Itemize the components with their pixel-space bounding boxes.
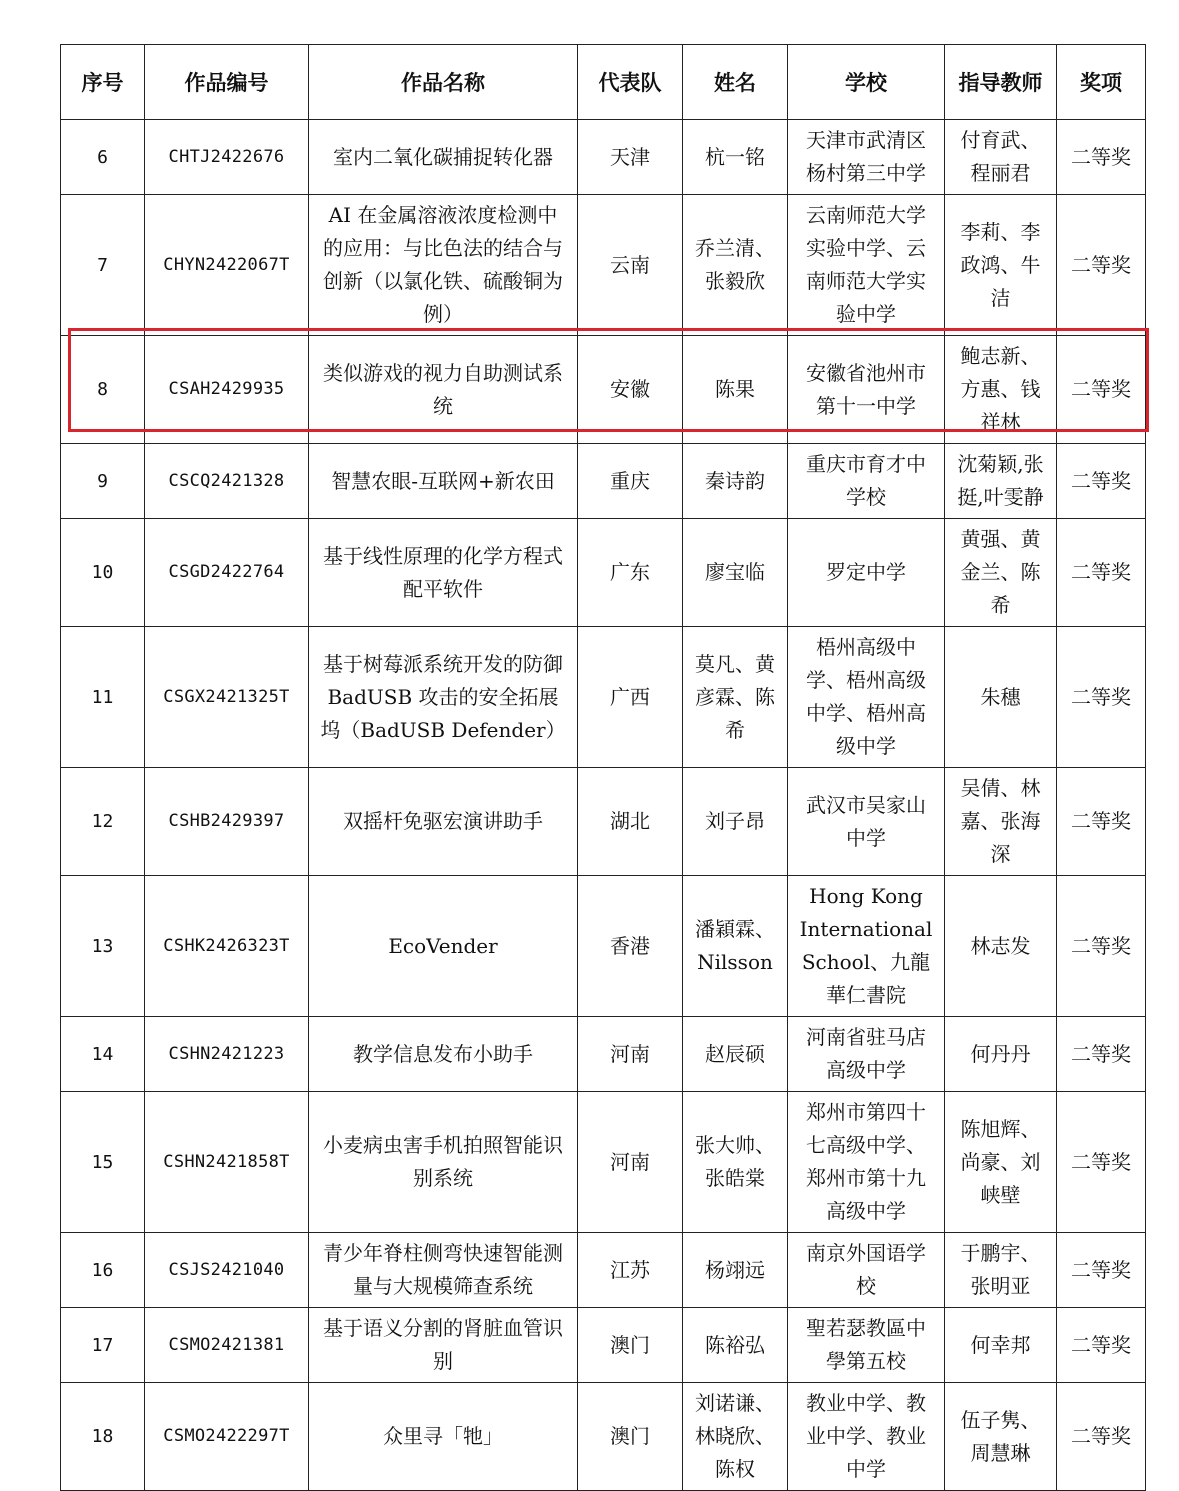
- table-row: [61, 444, 1146, 519]
- cell-teacher: 李莉、李政鸿、牛洁: [945, 195, 1057, 336]
- cell-school: Hong Kong International School、九龍華仁書院: [788, 876, 945, 1017]
- cell-award: 二等奖: [1057, 1017, 1146, 1092]
- cell-award: 二等奖: [1057, 1383, 1146, 1491]
- cell-name: 潘穎霖、Nilsson: [683, 876, 788, 1017]
- cell-team: 河南: [578, 1092, 683, 1233]
- cell-name: 杭一铭: [683, 120, 788, 195]
- cell-name: 廖宝临: [683, 519, 788, 627]
- cell-code: CSCQ2421328: [145, 444, 309, 519]
- cell-seq: 17: [61, 1308, 145, 1383]
- cell-award: 二等奖: [1057, 627, 1146, 768]
- cell-award: 二等奖: [1057, 1092, 1146, 1233]
- cell-award: 二等奖: [1057, 876, 1146, 1017]
- cell-team: 河南: [578, 1017, 683, 1092]
- cell-name: 刘子昂: [683, 768, 788, 876]
- table-row: [61, 876, 1146, 1017]
- cell-name: 赵辰硕: [683, 1017, 788, 1092]
- cell-school: 安徽省池州市第十一中学: [788, 336, 945, 444]
- cell-title: EcoVender: [309, 876, 578, 1017]
- cell-title: 室内二氧化碳捕捉转化器: [309, 120, 578, 195]
- cell-seq: 14: [61, 1017, 145, 1092]
- cell-code: CSJS2421040: [145, 1233, 309, 1308]
- cell-teacher: 何丹丹: [945, 1017, 1057, 1092]
- cell-team: 香港: [578, 876, 683, 1017]
- cell-school: 南京外国语学校: [788, 1233, 945, 1308]
- cell-seq: 8: [61, 336, 145, 444]
- cell-school: 教业中学、教业中学、教业中学: [788, 1383, 945, 1491]
- cell-school: 武汉市吴家山中学: [788, 768, 945, 876]
- cell-teacher: 付育武、程丽君: [945, 120, 1057, 195]
- awards-table: [60, 44, 1146, 1491]
- cell-award: 二等奖: [1057, 444, 1146, 519]
- cell-award: 二等奖: [1057, 120, 1146, 195]
- cell-award: 二等奖: [1057, 768, 1146, 876]
- cell-seq: 16: [61, 1233, 145, 1308]
- header-team: 代表队: [578, 45, 683, 120]
- cell-code: CSMO2421381: [145, 1308, 309, 1383]
- cell-title: 基于线性原理的化学方程式配平软件: [309, 519, 578, 627]
- header-seq: 序号: [61, 45, 145, 120]
- cell-award: 二等奖: [1057, 1233, 1146, 1308]
- cell-seq: 6: [61, 120, 145, 195]
- table-row: [61, 1233, 1146, 1308]
- table-row: [61, 1017, 1146, 1092]
- header-code: 作品编号: [145, 45, 309, 120]
- cell-team: 安徽: [578, 336, 683, 444]
- cell-team: 广西: [578, 627, 683, 768]
- cell-name: 刘诺谦、林晓欣、陈权: [683, 1383, 788, 1491]
- cell-title: 智慧农眼-互联网+新农田: [309, 444, 578, 519]
- table-row: [61, 768, 1146, 876]
- cell-name: 陈果: [683, 336, 788, 444]
- cell-name: 莫凡、黄彦霖、陈希: [683, 627, 788, 768]
- table-row: [61, 519, 1146, 627]
- cell-code: CSGD2422764: [145, 519, 309, 627]
- cell-school: 聖若瑟教區中學第五校: [788, 1308, 945, 1383]
- cell-title: 基于语义分割的肾脏血管识别: [309, 1308, 578, 1383]
- cell-title: AI 在金属溶液浓度检测中的应用：与比色法的结合与创新（以氯化铁、硫酸铜为例）: [309, 195, 578, 336]
- cell-title: 基于树莓派系统开发的防御 BadUSB 攻击的安全拓展坞（BadUSB Defender）: [309, 627, 578, 768]
- header-school: 学校: [788, 45, 945, 120]
- cell-code: CSAH2429935: [145, 336, 309, 444]
- cell-seq: 13: [61, 876, 145, 1017]
- cell-teacher: 朱穗: [945, 627, 1057, 768]
- cell-school: 罗定中学: [788, 519, 945, 627]
- cell-award: 二等奖: [1057, 519, 1146, 627]
- cell-code: CSHN2421858T: [145, 1092, 309, 1233]
- cell-teacher: 黄强、黄金兰、陈希: [945, 519, 1057, 627]
- cell-teacher: 于鹏宇、张明亚: [945, 1233, 1057, 1308]
- cell-teacher: 沈菊颖,张挺,叶雯静: [945, 444, 1057, 519]
- header-award: 奖项: [1057, 45, 1146, 120]
- cell-school: 云南师范大学实验中学、云南师范大学实验中学: [788, 195, 945, 336]
- cell-title: 小麦病虫害手机拍照智能识别系统: [309, 1092, 578, 1233]
- cell-team: 天津: [578, 120, 683, 195]
- cell-seq: 9: [61, 444, 145, 519]
- cell-teacher: 陈旭辉、尚豪、刘峡壁: [945, 1092, 1057, 1233]
- cell-award: 二等奖: [1057, 195, 1146, 336]
- cell-seq: 7: [61, 195, 145, 336]
- table-row: [61, 627, 1146, 768]
- cell-title: 众里寻「牠」: [309, 1383, 578, 1491]
- table-row: [61, 1092, 1146, 1233]
- cell-teacher: 伍子隽、周慧琳: [945, 1383, 1057, 1491]
- cell-teacher: 何幸邦: [945, 1308, 1057, 1383]
- cell-name: 杨翊远: [683, 1233, 788, 1308]
- cell-team: 江苏: [578, 1233, 683, 1308]
- cell-code: CSHK2426323T: [145, 876, 309, 1017]
- table-row: [61, 1308, 1146, 1383]
- cell-title: 教学信息发布小助手: [309, 1017, 578, 1092]
- cell-code: CSMO2422297T: [145, 1383, 309, 1491]
- table-row: [61, 120, 1146, 195]
- header-title: 作品名称: [309, 45, 578, 120]
- cell-name: 陈裕弘: [683, 1308, 788, 1383]
- cell-code: CHYN2422067T: [145, 195, 309, 336]
- cell-school: 梧州高级中学、梧州高级中学、梧州高级中学: [788, 627, 945, 768]
- header-teacher: 指导教师: [945, 45, 1057, 120]
- cell-code: CSGX2421325T: [145, 627, 309, 768]
- header-row: [61, 45, 1146, 120]
- cell-code: CHTJ2422676: [145, 120, 309, 195]
- cell-teacher: 林志发: [945, 876, 1057, 1017]
- cell-school: 河南省驻马店高级中学: [788, 1017, 945, 1092]
- cell-school: 重庆市育才中学校: [788, 444, 945, 519]
- table-row: [61, 336, 1146, 444]
- cell-teacher: 鲍志新、方惠、钱祥林: [945, 336, 1057, 444]
- cell-team: 湖北: [578, 768, 683, 876]
- header-name: 姓名: [683, 45, 788, 120]
- cell-code: CSHB2429397: [145, 768, 309, 876]
- cell-team: 云南: [578, 195, 683, 336]
- cell-name: 乔兰清、张毅欣: [683, 195, 788, 336]
- cell-teacher: 吴倩、林嘉、张海深: [945, 768, 1057, 876]
- cell-award: 二等奖: [1057, 336, 1146, 444]
- cell-title: 双摇杆免驱宏演讲助手: [309, 768, 578, 876]
- cell-name: 张大帅、张皓棠: [683, 1092, 788, 1233]
- cell-seq: 11: [61, 627, 145, 768]
- table-row: [61, 195, 1146, 336]
- cell-title: 类似游戏的视力自助测试系统: [309, 336, 578, 444]
- cell-school: 天津市武清区杨村第三中学: [788, 120, 945, 195]
- cell-school: 郑州市第四十七高级中学、郑州市第十九高级中学: [788, 1092, 945, 1233]
- cell-team: 澳门: [578, 1383, 683, 1491]
- cell-code: CSHN2421223: [145, 1017, 309, 1092]
- cell-title: 青少年脊柱侧弯快速智能测量与大规模筛查系统: [309, 1233, 578, 1308]
- cell-seq: 12: [61, 768, 145, 876]
- cell-name: 秦诗韵: [683, 444, 788, 519]
- cell-team: 澳门: [578, 1308, 683, 1383]
- cell-award: 二等奖: [1057, 1308, 1146, 1383]
- cell-team: 广东: [578, 519, 683, 627]
- cell-seq: 10: [61, 519, 145, 627]
- cell-team: 重庆: [578, 444, 683, 519]
- cell-seq: 18: [61, 1383, 145, 1491]
- table-row: [61, 1383, 1146, 1491]
- cell-seq: 15: [61, 1092, 145, 1233]
